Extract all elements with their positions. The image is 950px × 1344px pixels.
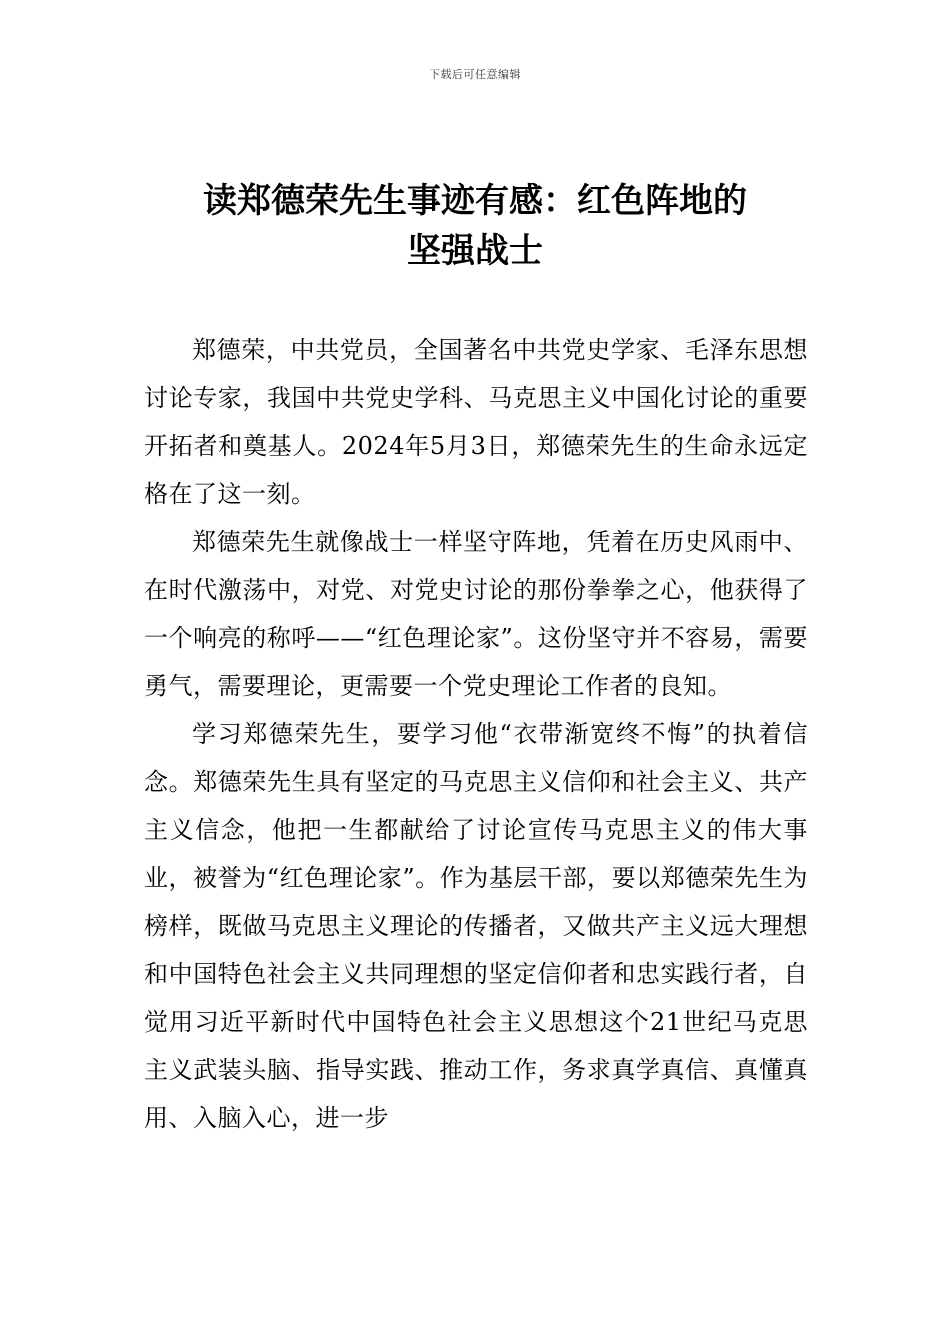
title-line-1: 读郑德荣先生事迹有感：红色阵地的 — [203, 181, 747, 221]
paragraph-1: 郑德荣，中共党员，全国著名中共党史学家、毛泽东思想讨论专家，我国中共党史学科、马克思主义中国化讨论的重要开拓者和奠基人。2024年5月3日，郑德荣先生的生命永远定格在了这一刻。 — [144, 336, 808, 508]
paragraph-3: 学习郑德荣先生，要学习他“衣带渐宽终不悔”的执着信念。郑德荣先生具有坚定的马克思主义信仰和社会主义、共产主义信念，他把一生都献给了讨论宣传马克思主义的伟大事业，被誉为“红色理论家”。作为基层干部，要以郑德荣先生为榜样，既做马克思主义理论的传播者，又做共产主义远大理想和中国特色社会主义共同理想的坚定信仰者和忠实践行者，自觉用习近平新时代中国特色社会主义思想这个21世纪马克思主义武装头脑、指导实践、推动工作，务求真学真信、真懂真用、入脑入心，进一步 — [144, 720, 808, 1132]
header-note: 下载后可任意编辑 — [429, 68, 521, 81]
paragraph-2: 郑德荣先生就像战士一样坚守阵地，凭着在历史风雨中、在时代激荡中，对党、对党史讨论的那份拳拳之心，他获得了一个响亮的称呼——“红色理论家”。这份坚守并不容易，需要勇气，需要理论，更需要一个党史理论工作者的良知。 — [144, 528, 808, 700]
document-body — [144, 326, 808, 1142]
document-title — [120, 176, 830, 276]
title-line-2: 坚强战士 — [407, 231, 543, 271]
